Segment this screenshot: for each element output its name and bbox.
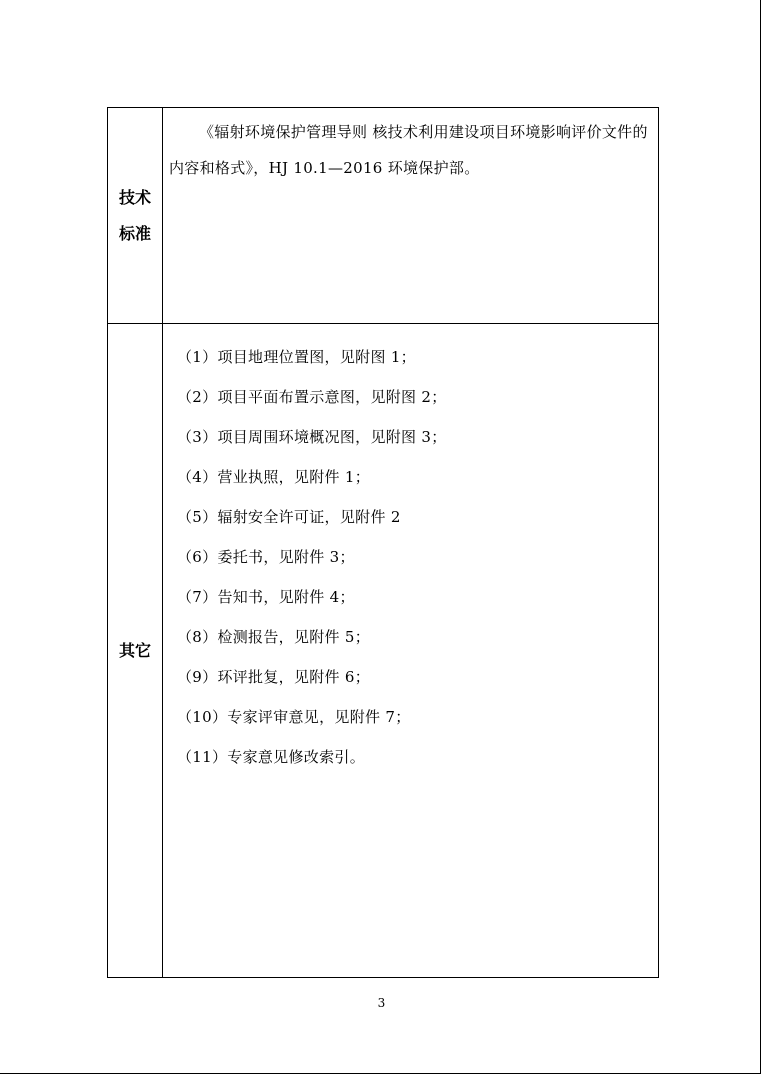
document-table [107,107,659,978]
table-row-technical-standard [108,108,659,324]
table-row-other [108,324,659,978]
list-item: （7）告知书，见附件 4； [177,588,355,606]
row-label-line: 其它 [118,640,151,660]
page-number: 3 [377,996,386,1010]
technical-standard-text: 《辐射环境保护管理导则 核技术利用建设项目环境影响评价文件的内容和格式》，HJ 10.1—2016 环境保护部。 [169,123,648,177]
row-label-line: 标准 [118,223,151,243]
list-item: （4）营业执照，见附件 1； [177,468,371,486]
list-item: （9）环评批复，见附件 6； [177,668,371,686]
list-item: （11）专家意见修改索引。 [177,748,365,766]
list-item: （8）检测报告，见附件 5； [177,628,371,646]
list-item: （2）项目平面布置示意图，见附图 2； [177,388,447,406]
row-label-technical-standard [108,108,163,324]
list-item: （1）项目地理位置图，见附图 1； [177,348,416,366]
list-item: （3）项目周围环境概况图，见附图 3； [177,428,447,446]
row-label-line: 技术 [118,187,151,207]
list-item: （6）委托书，见附件 3； [177,548,355,566]
row-label-other [108,324,163,978]
list-item: （5）辐射安全许可证，见附件 2 [177,508,401,526]
attachment-list [163,324,658,777]
other-content-cell [163,324,659,978]
list-item: （10）专家评审意见，见附件 7； [177,708,411,726]
technical-standard-content-cell [163,108,659,324]
